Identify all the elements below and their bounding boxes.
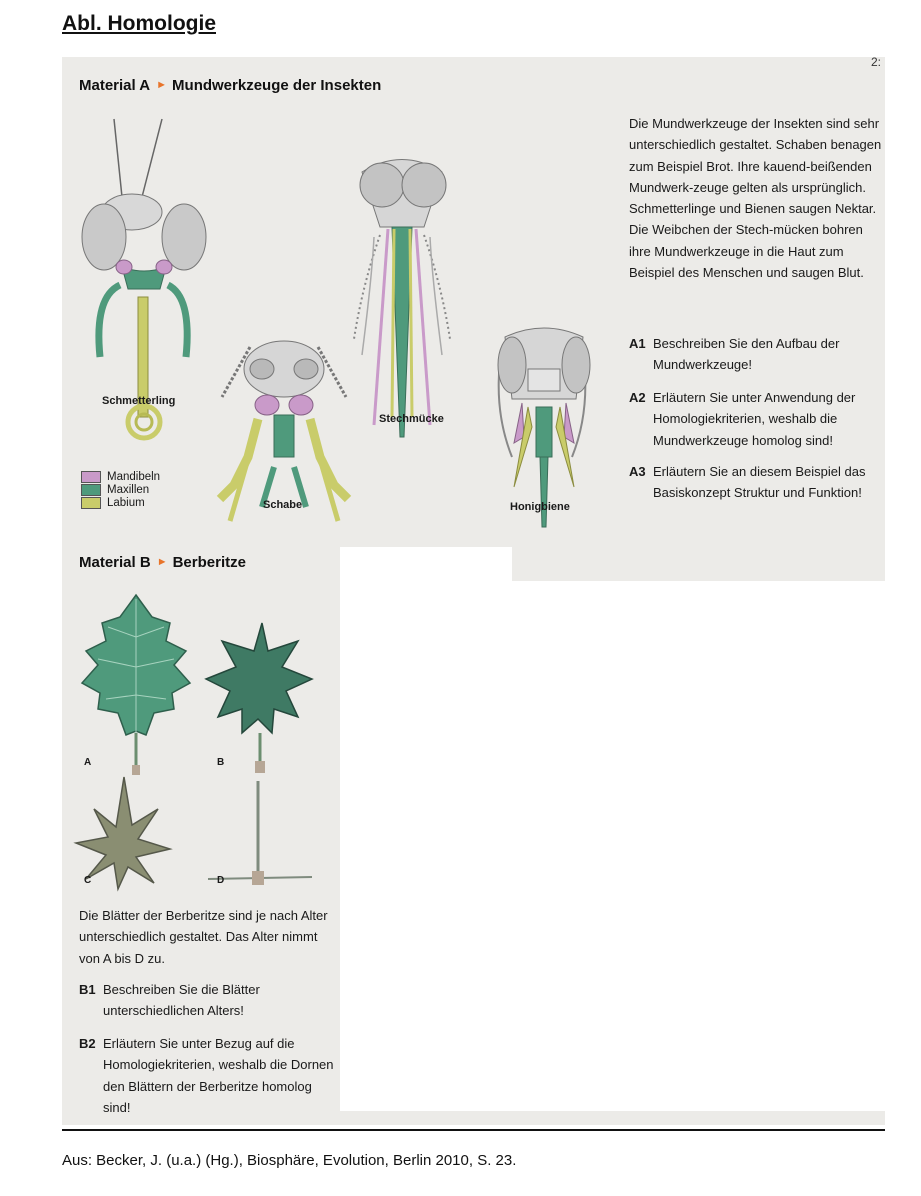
leaf-a-drawing bbox=[82, 595, 190, 775]
material-b-intro: Die Blätter der Berberitze sind je nach Alter unterschiedlich gestaltet. Das Alter nimmt von A bis D zu. bbox=[79, 908, 328, 966]
material-a-subtitle: Mundwerkzeuge der Insekten bbox=[172, 77, 382, 94]
task-a1-text: Beschreiben Sie den Aufbau der Mundwerkzeuge! bbox=[653, 336, 840, 373]
swatch-maxillen bbox=[81, 484, 101, 496]
swatch-labium bbox=[81, 497, 101, 509]
arrow-icon: ► bbox=[156, 79, 168, 91]
material-b-label: Material B bbox=[79, 554, 151, 571]
task-b2-text: Erläutern Sie unter Bezug auf die Homologiekriterien, weshalb die Dornen den Blättern der Berberitze homolog sind! bbox=[103, 1036, 334, 1115]
page-title: Abl. Homologie bbox=[62, 12, 216, 35]
stechmuecke-drawing bbox=[354, 160, 450, 438]
legend-item bbox=[81, 496, 160, 509]
leaf-d-drawing bbox=[208, 781, 312, 885]
task-a3 bbox=[629, 461, 885, 504]
material-a-title bbox=[79, 77, 381, 94]
task-a2-text: Erläutern Sie unter Anwendung der Homologiekriterien, weshalb die Mundwerkzeuge homolog sind! bbox=[653, 390, 856, 448]
honigbiene-drawing bbox=[498, 328, 590, 527]
schabe-drawing bbox=[220, 341, 348, 521]
leaf-label-c: C bbox=[84, 875, 92, 886]
task-a3-text: Erläutern Sie an diesem Beispiel das Basiskonzept Struktur und Funktion! bbox=[653, 464, 866, 501]
legend-label: Labium bbox=[107, 496, 145, 509]
task-a1 bbox=[629, 333, 885, 376]
legend-item bbox=[81, 470, 160, 483]
task-b2-number: B2 bbox=[79, 1036, 96, 1051]
material-b-subtitle: Berberitze bbox=[172, 554, 246, 571]
material-b-title bbox=[79, 554, 246, 571]
label-schmetterling: Schmetterling bbox=[102, 395, 176, 407]
leaf-label-b: B bbox=[217, 757, 225, 768]
task-a2 bbox=[629, 387, 885, 451]
legend-label: Mandibeln bbox=[107, 470, 161, 483]
source-citation: Aus: Becker, J. (u.a.) (Hg.), Biosphäre, Evolution, Berlin 2010, S. 23. bbox=[62, 1152, 517, 1169]
task-b1-text: Beschreiben Sie die Blätter unterschiedlichen Alters! bbox=[103, 982, 260, 1019]
leaf-label-a: A bbox=[84, 757, 92, 768]
task-b1-number: B1 bbox=[79, 982, 96, 997]
leaf-label-d: D bbox=[217, 875, 225, 886]
label-stechmuecke: Stechmücke bbox=[379, 413, 444, 425]
task-b1 bbox=[79, 979, 337, 1022]
material-a-intro: Die Mundwerkzeuge der Insekten sind sehr unterschiedlich gestaltet. Schaben benagen zum Beispiel Brot. Ihre kauend-beißenden Mundwerk-zeuge gelten als ursprünglich. Schmetterlinge und Bienen saugen Nektar. Die Weibchen der Stech-mücken bohren ihre Mundwerkzeuge in die Haut zum Beispiel des Menschen und saugen Blut. bbox=[629, 116, 882, 281]
swatch-mandibeln bbox=[81, 471, 101, 483]
legend-label: Maxillen bbox=[107, 483, 150, 496]
label-schabe: Schabe bbox=[263, 499, 303, 511]
berberitze-leaves-illustration bbox=[62, 577, 332, 897]
label-honigbiene: Honigbiene bbox=[510, 501, 570, 513]
leaf-c-drawing bbox=[76, 777, 170, 889]
page-corner-mark: 2: bbox=[870, 57, 881, 69]
task-b2 bbox=[79, 1033, 337, 1118]
arrow-icon: ► bbox=[156, 556, 168, 568]
legend bbox=[81, 470, 160, 509]
task-a3-number: A3 bbox=[629, 464, 646, 479]
task-a2-number: A2 bbox=[629, 390, 646, 405]
legend-item bbox=[81, 483, 160, 496]
material-a-label: Material A bbox=[79, 77, 151, 94]
blank-area-large bbox=[340, 581, 885, 1111]
task-a1-number: A1 bbox=[629, 336, 646, 351]
blank-area-small bbox=[340, 547, 512, 581]
footer-divider bbox=[62, 1129, 885, 1131]
textbook-scan bbox=[62, 57, 885, 1125]
leaf-b-drawing bbox=[206, 623, 312, 773]
schmetterling-drawing bbox=[82, 119, 206, 438]
